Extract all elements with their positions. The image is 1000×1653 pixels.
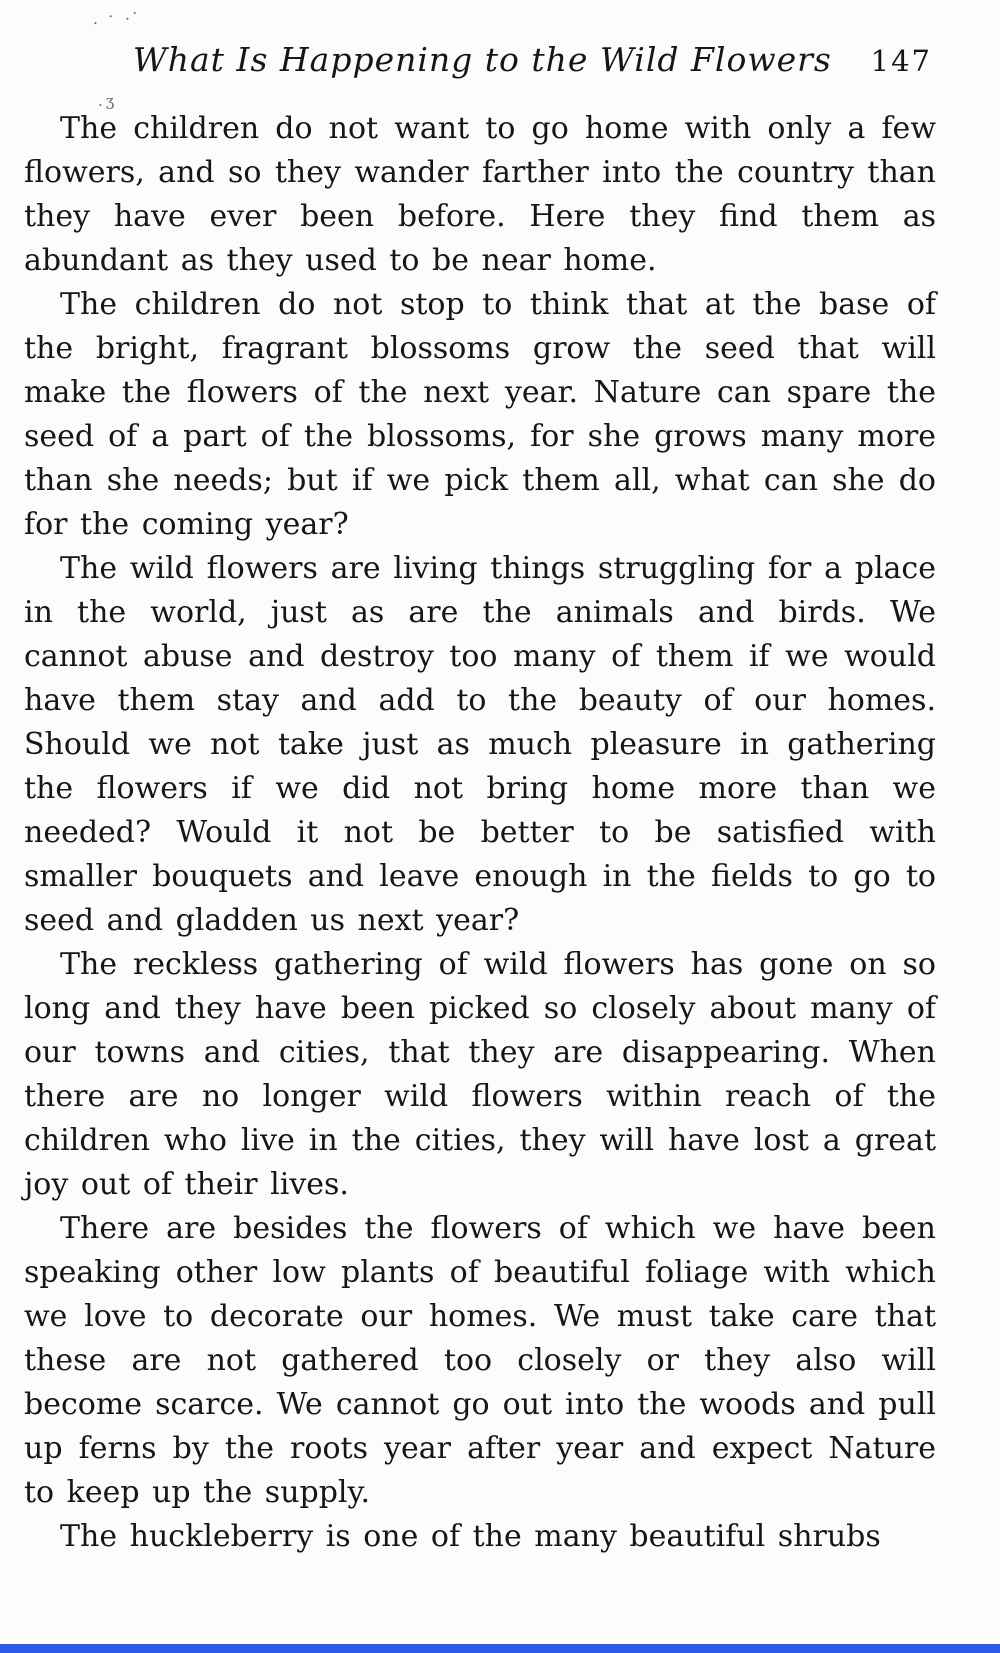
- page-title: What Is Happening to the Wild Flowers: [132, 40, 832, 79]
- paragraph: The huckleberry is one of the many beautiful shrubs: [60, 1519, 881, 1554]
- paragraph: There are besides the flowers of which we have been speaking other low plants of beautiful foliage with which we love to decorate our homes. We must take care that these are not gathered too closely or they also will become scarce. We cannot go out into the woods and pull up ferns by the roots year after year and expect Nature to keep up the supply.: [24, 1211, 936, 1510]
- paragraph: The wild flowers are living things struggling for a place in the world, just as are the animals and birds. We cannot abuse and destroy too many of them if we would have them stay and add to the beauty of our homes. Should we not take just as much pleasure in gathering the flowers if we did not bring home more than we needed? Would it not be better to be satisfied with smaller bouquets and leave enough in the fields to go to seed and gladden us next year?: [24, 551, 936, 938]
- running-head: [24, 40, 936, 79]
- paragraph: The children do not stop to think that at the base of the bright, fragrant blossoms grow the seed that will make the flowers of the next year. Nature can spare the seed of a part of the blossoms, for she grows many more than she needs; but if we pick them all, what can she do for the coming year?: [24, 287, 936, 542]
- page-number: 147: [870, 44, 932, 78]
- paragraph: The reckless gathering of wild flowers has gone on so long and they have been picked so closely about many of our towns and cities, that they are disappearing. When there are no longer wild flowers within reach of the children who live in the cities, they will have lost a great joy out of their lives.: [24, 947, 936, 1202]
- scan-artifact-margin: .ʒ: [98, 92, 118, 110]
- paragraph: The children do not want to go home with only a few flowers, and so they wander farther into the country than they have ever been before. Here they find them as abundant as they used to be near home.: [24, 111, 936, 278]
- body-text: [24, 107, 936, 1559]
- scan-artifact-top: . · .·: [90, 2, 142, 29]
- bottom-blue-bar: [0, 1644, 1000, 1653]
